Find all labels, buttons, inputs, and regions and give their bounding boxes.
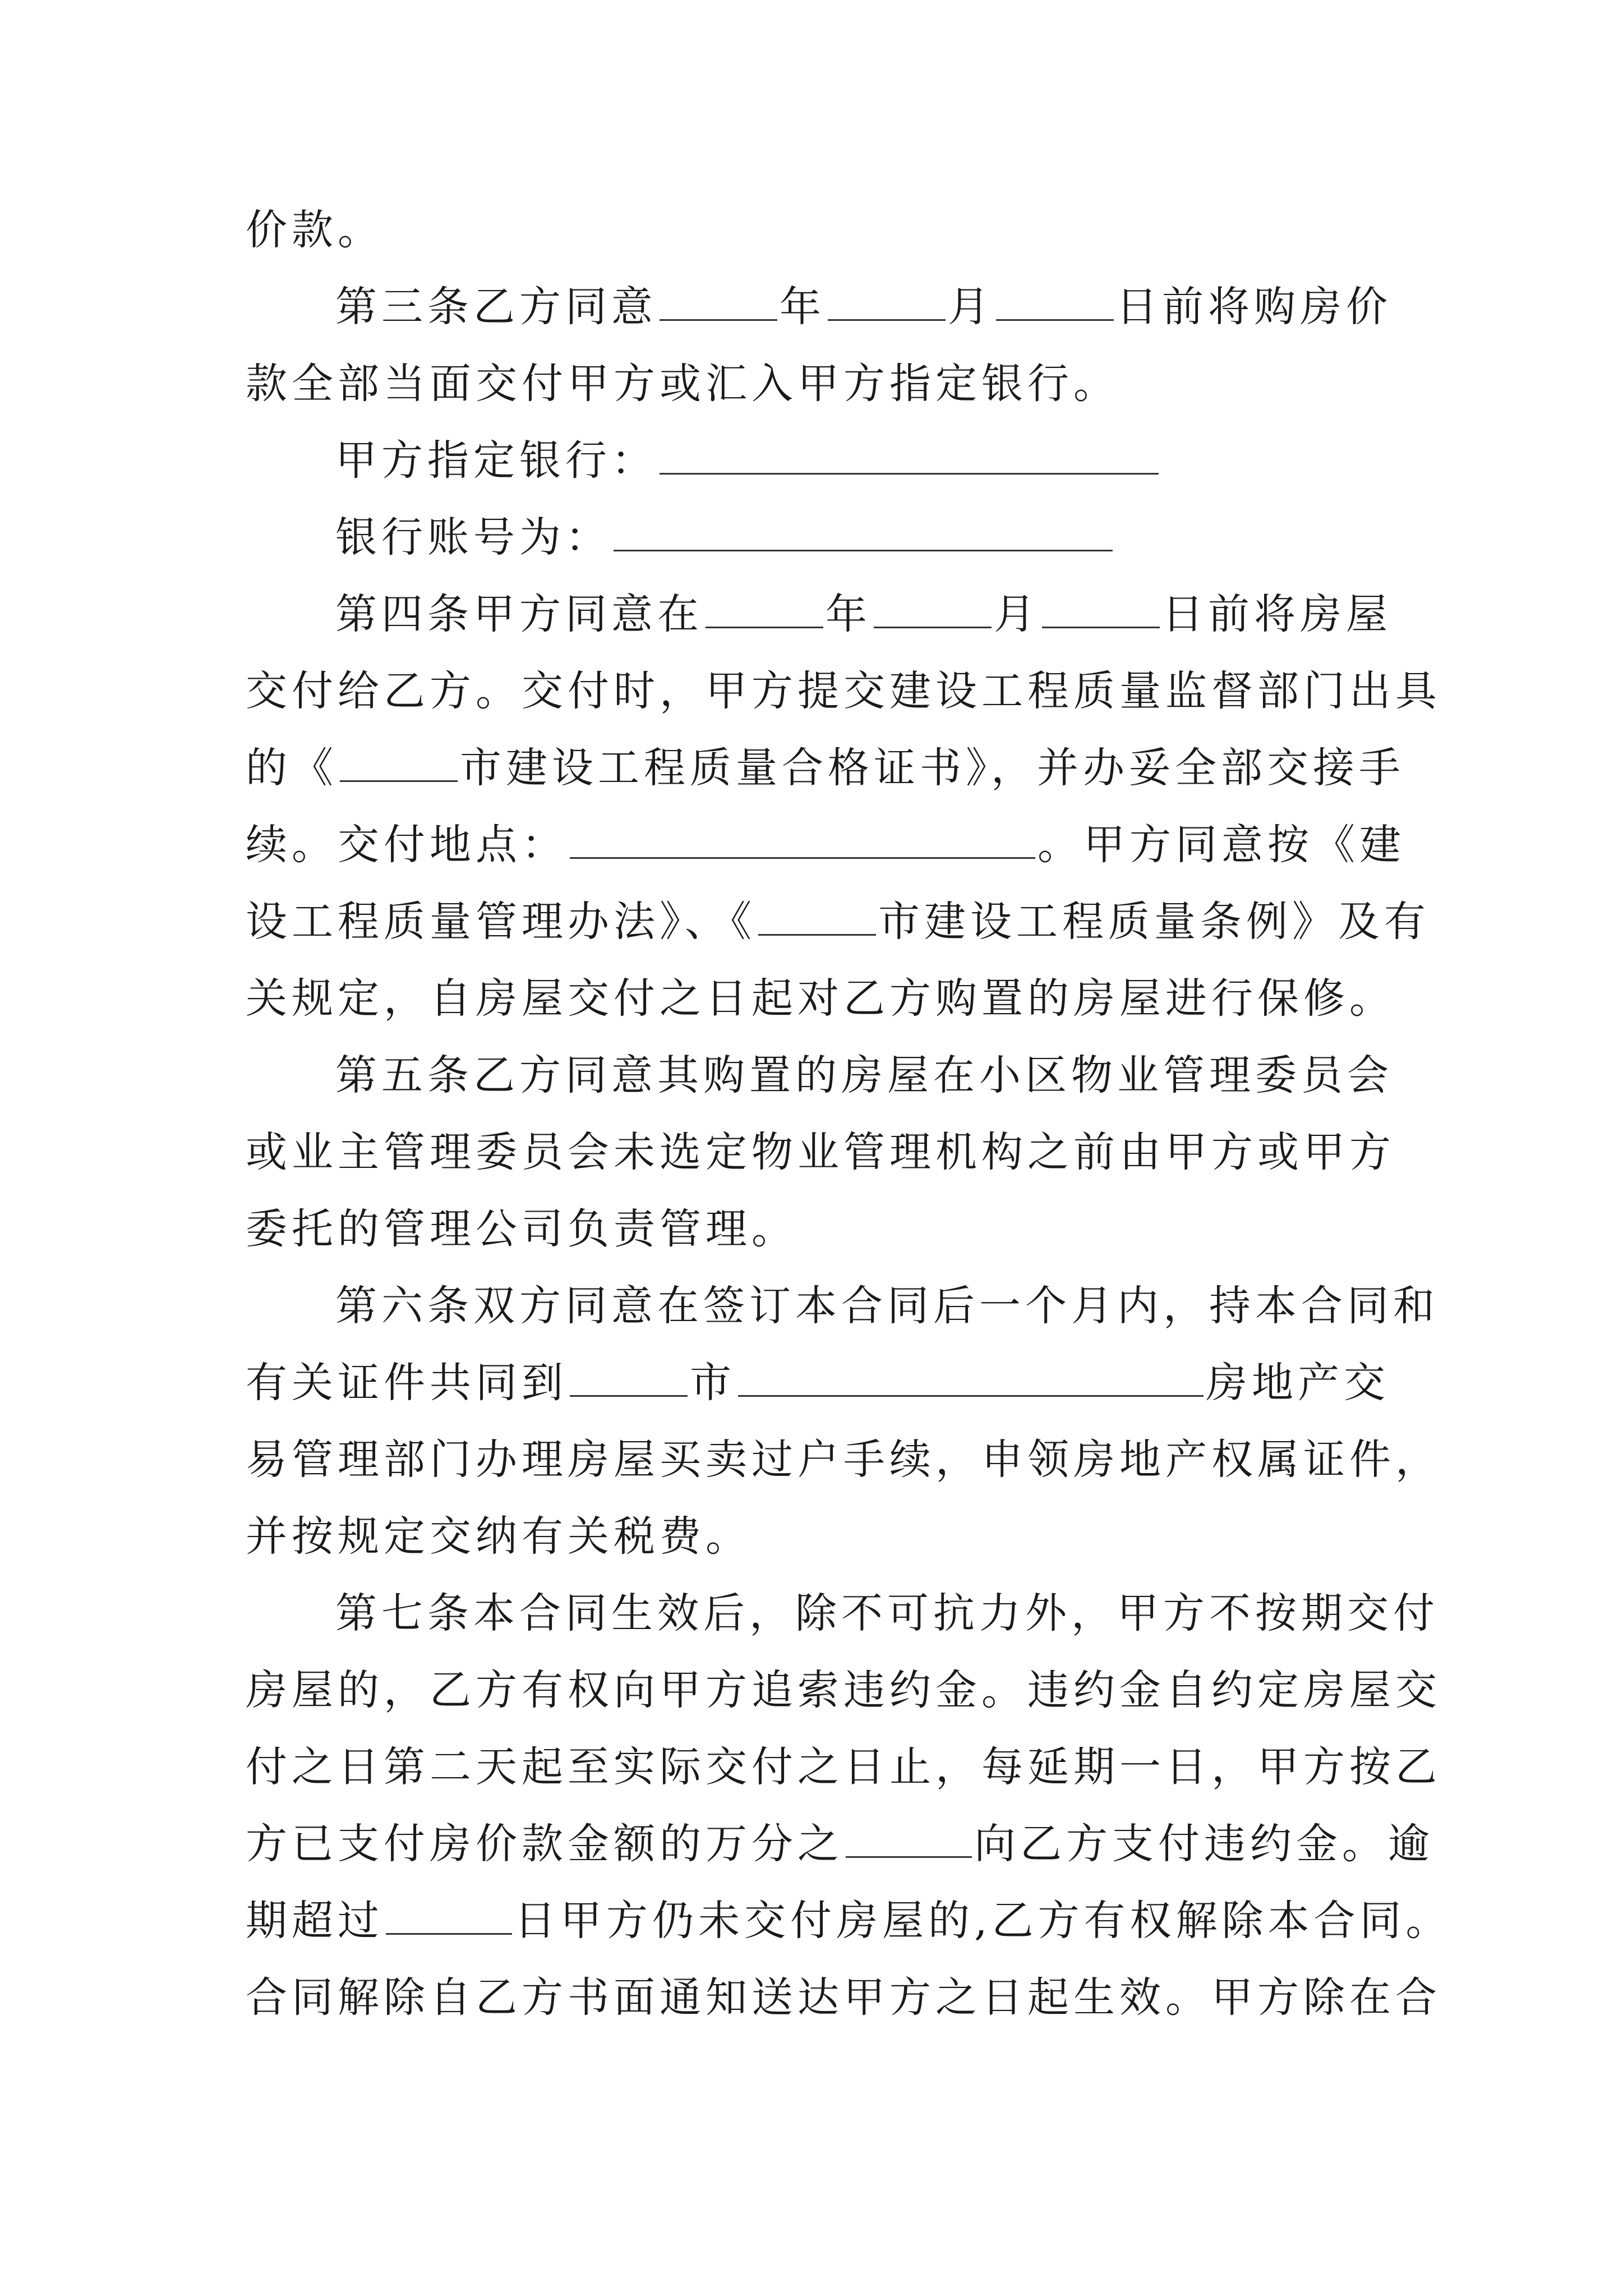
text-line (246, 1652, 1441, 1729)
text-line (246, 1883, 1452, 1959)
text-line (246, 1806, 1434, 1883)
text-line (246, 576, 1390, 653)
text-line (246, 1729, 1441, 1806)
text-line (246, 422, 1390, 499)
text-line (246, 1498, 1390, 1575)
text-line (246, 960, 1395, 1037)
line-text: 续。交付地点： (246, 821, 568, 869)
fill-blank (1042, 590, 1160, 628)
text-line (246, 730, 1405, 807)
fill-blank (340, 743, 458, 782)
line-text: 款全部当面交付甲方或汇入甲方指定银行。 (246, 360, 1119, 408)
text-line (246, 1268, 1439, 1345)
text-line (246, 1191, 1390, 1268)
line-text: 第六条双方同意在签订本合同后一个月内，持本合同和 (335, 1282, 1439, 1330)
line-text: 或业主管理委员会未选定物业管理机构之前由甲方或甲方 (246, 1128, 1395, 1176)
line-text: 委托的管理公司负责管理。 (246, 1205, 797, 1253)
fill-blank (570, 820, 1035, 859)
text-line (246, 1959, 1441, 2036)
line-text: 第七条本合同生效后，除不可抗力外，甲方不按期交付 (335, 1589, 1439, 1637)
fill-blank (570, 1358, 688, 1397)
text-line (246, 653, 1441, 730)
line-text: 日甲方仍未交付房屋的,乙方有权解除本合同。 (514, 1897, 1452, 1945)
line-text: 房地产交 (1206, 1359, 1390, 1407)
line-text: 第三条乙方同意 (335, 283, 657, 331)
text-line (246, 1421, 1441, 1498)
line-text: 第四条甲方同意在 (335, 590, 703, 638)
fill-blank (738, 1358, 1204, 1397)
text-line (246, 1114, 1395, 1191)
text-line (246, 1345, 1390, 1421)
line-text: 设工程质量管理办法》、《 (246, 898, 756, 946)
line-text: 日前将购房价 (1116, 283, 1392, 331)
text-line (246, 499, 1390, 576)
text-line (246, 807, 1405, 884)
fill-blank (386, 1896, 512, 1935)
line-text: 日前将房屋 (1162, 590, 1392, 638)
text-line (246, 1037, 1393, 1114)
line-text: 并按规定交纳有关税费。 (246, 1512, 751, 1561)
fill-blank (874, 590, 992, 628)
text-line (246, 346, 1390, 422)
fill-blank (614, 513, 1113, 551)
fill-blank (660, 282, 777, 321)
line-text: 付之日第二天起至实际交付之日止，每延期一日，甲方按乙 (246, 1743, 1441, 1791)
text-line (246, 192, 1390, 269)
text-line (246, 1575, 1439, 1652)
line-text: 市建设工程质量条例》及有 (878, 898, 1430, 946)
line-text: 关规定，自房屋交付之日起对乙方购置的房屋进行保修。 (246, 974, 1395, 1023)
line-text: 交付给乙方。交付时，甲方提交建设工程质量监督部门出具 (246, 667, 1441, 715)
line-text: 房屋的，乙方有权向甲方追索违约金。违约金自约定房屋交 (246, 1666, 1441, 1714)
fill-blank (660, 436, 1159, 475)
contract-body (246, 192, 1452, 2036)
line-text: 向乙方支付违约金。逾 (974, 1820, 1434, 1868)
fill-blank (828, 282, 946, 321)
line-text: 有关证件共同到 (246, 1359, 568, 1407)
fill-blank (706, 590, 823, 628)
line-text: 易管理部门办理房屋买卖过户手续，申领房地产权属证件， (246, 1435, 1441, 1484)
line-text: 年 (780, 283, 826, 331)
line-text: 第五条乙方同意其购置的房屋在小区物业管理委员会 (335, 1051, 1393, 1099)
line-text: 银行账号为： (335, 513, 611, 562)
fill-blank (758, 897, 876, 936)
text-line (246, 269, 1390, 346)
fill-blank (846, 1819, 972, 1858)
line-text: 合同解除自乙方书面通知送达甲方之日起生效。甲方除在合 (246, 1973, 1441, 2022)
line-text: 的《 (246, 744, 338, 792)
line-text: 月 (948, 283, 994, 331)
line-text: 甲方指定银行： (335, 436, 657, 485)
text-line (246, 884, 1430, 960)
fill-blank (996, 282, 1114, 321)
line-text: 年 (826, 590, 872, 638)
line-text: 价款。 (246, 206, 384, 254)
line-text: 市 (690, 1359, 736, 1407)
line-text: 市建设工程质量合格证书》，并办妥全部交接手 (460, 744, 1405, 792)
line-text: 。甲方同意按《建 (1038, 821, 1405, 869)
line-text: 方已支付房价款金额的万分之 (246, 1820, 843, 1868)
line-text: 月 (994, 590, 1040, 638)
line-text: 期超过 (246, 1897, 384, 1945)
